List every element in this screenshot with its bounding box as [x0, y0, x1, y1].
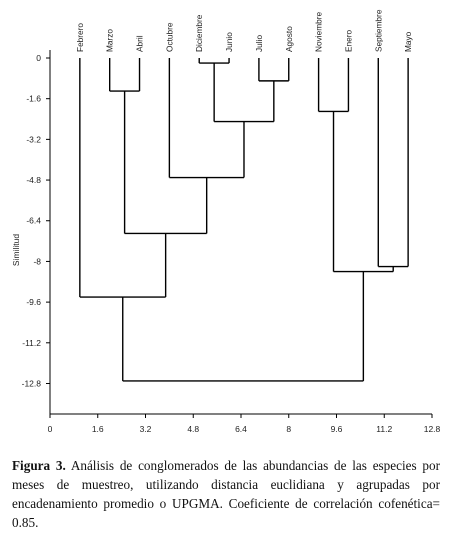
leaf-label: Enero	[343, 29, 354, 52]
dendrogram-branches	[80, 58, 408, 381]
caption-label: Figura 3.	[12, 458, 66, 473]
x-tick-label: 8	[286, 424, 292, 434]
leaf-label: Diciembre	[194, 14, 205, 52]
x-tick-label: 3.2	[139, 424, 152, 434]
leaf-label: Abril	[134, 35, 145, 52]
leaf-label: Marzo	[104, 28, 115, 52]
leaf-label: Febrero	[74, 22, 85, 52]
leaf-label: Junio	[224, 32, 235, 52]
y-tick-label: -9.6	[26, 297, 41, 308]
figure-caption	[12, 456, 440, 532]
x-tick-label: 12.8	[423, 424, 441, 434]
y-tick-label: -11.2	[22, 337, 41, 348]
leaf-label: Septiembre	[373, 9, 384, 52]
leaf-labels	[75, 9, 413, 52]
x-tick-label: 6.4	[235, 424, 247, 434]
x-tick-label: 0	[47, 424, 53, 434]
leaf-label: Mayo	[403, 31, 414, 52]
y-tick-label: -1.6	[26, 93, 41, 104]
x-tick-label: 11.2	[376, 424, 393, 434]
y-tick-label: -3.2	[26, 134, 41, 145]
leaf-label: Octubre	[164, 22, 175, 52]
leaf-label: Agosto	[283, 26, 294, 52]
x-tick-label: 4.8	[187, 424, 200, 434]
y-tick-label: -4.8	[26, 175, 41, 186]
y-axis-label: Similitud	[11, 233, 21, 267]
x-tick-label: 9.6	[330, 424, 343, 434]
x-tick-label: 1.6	[91, 424, 104, 434]
leaf-label: Julio	[253, 34, 264, 52]
y-tick-label: -6.4	[26, 215, 41, 226]
leaf-label: Noviembre	[313, 11, 324, 52]
y-tick-label: -8	[33, 256, 41, 267]
y-tick-label: -12.8	[21, 378, 41, 389]
caption-text: Análisis de conglomerados de las abundancias de las especies por meses de muestreo, utilizando distancia euclidiana y agrupadas por encadenamiento promedio o UPGMA. Coeficiente de correlación cofenética= 0.85.	[12, 458, 440, 530]
y-tick-label: 0	[36, 53, 41, 63]
